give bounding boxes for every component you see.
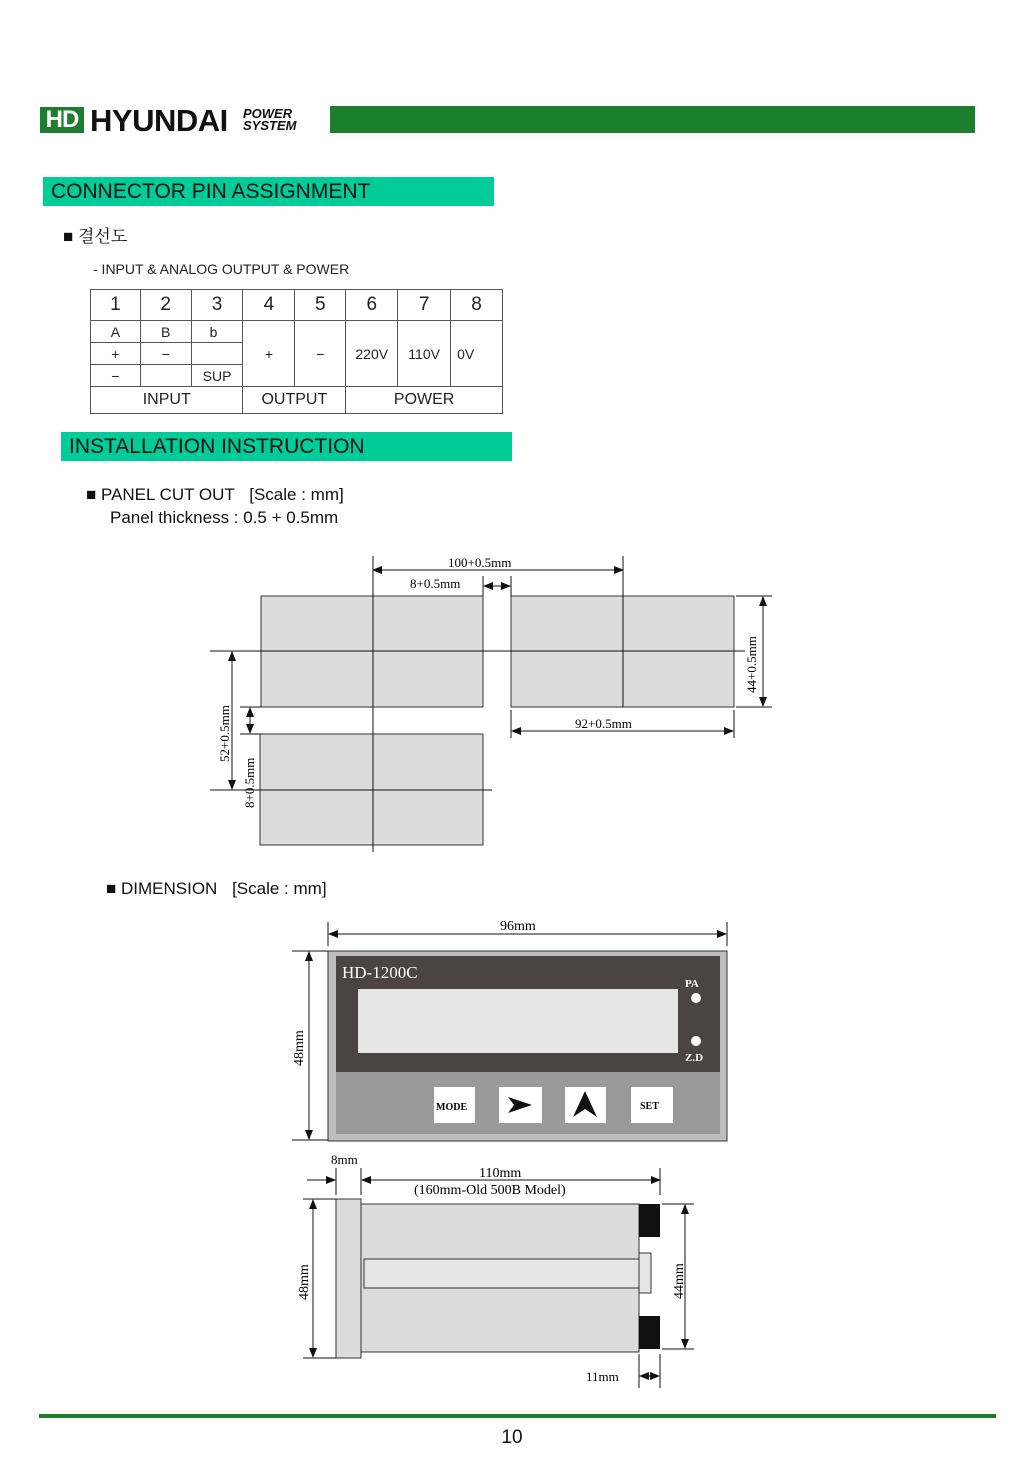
dimension-heading (106, 879, 327, 899)
group-power: POWER (346, 387, 503, 414)
zd-label: Z.D (685, 1052, 704, 1064)
dimension-scale: [Scale : mm] (232, 879, 327, 898)
pin-cell: − (91, 365, 141, 387)
zd-led-icon (691, 1036, 701, 1046)
side-depth-label: 110mm (479, 1166, 522, 1181)
pin-number-row (91, 290, 503, 321)
lcd-screen (358, 989, 678, 1053)
pin-number: 5 (295, 290, 346, 321)
output-minus-cell: − (295, 321, 346, 387)
pin-cell: B (140, 321, 191, 343)
pin-assignment-table (90, 289, 503, 414)
side-bezel (336, 1199, 361, 1358)
side-height-label: 48mm (297, 1264, 312, 1300)
front-height-label: 48mm (292, 1030, 307, 1066)
footer-line (39, 1414, 996, 1418)
side-depth-note: (160mm-Old 500B Model) (414, 1183, 566, 1198)
front-width-label: 96mm (500, 919, 536, 934)
pin-group-row (91, 387, 503, 414)
dim-gap-h: 8+0.5mm (410, 576, 461, 591)
panel-cut-heading (86, 485, 344, 505)
dimension-label: ■ DIMENSION (106, 879, 218, 898)
bezel-depth-label: 8mm (331, 1152, 358, 1167)
dim-pitch-v: 52+0.5mm (217, 705, 232, 762)
header-bar (330, 106, 975, 133)
power-110v-cell: 110V (398, 321, 451, 387)
pin-cell (191, 343, 243, 365)
dim-width: 92+0.5mm (575, 716, 632, 731)
dim-pitch-h: 100+0.5mm (448, 555, 512, 570)
mode-button-label: MODE (436, 1102, 468, 1113)
pin-number: 3 (191, 290, 243, 321)
power-0v-cell: 0V (451, 321, 503, 387)
pin-cell: b (191, 321, 243, 343)
set-button-label: SET (640, 1101, 659, 1112)
panel-cut-scale: [Scale : mm] (249, 485, 344, 504)
installation-section-title: INSTALLATION INSTRUCTION (61, 432, 512, 461)
pin-cell: SUP (191, 365, 243, 387)
pin-cell: − (140, 343, 191, 365)
pa-led-icon (691, 993, 701, 1003)
terminal-width-label: 11mm (586, 1369, 619, 1384)
dim-height: 44+0.5mm (744, 636, 759, 693)
pin-number: 1 (91, 290, 141, 321)
panel-cut-label: ■ PANEL CUT OUT (86, 485, 235, 504)
output-plus-cell: + (243, 321, 295, 387)
logo-name: HYUNDAI (90, 103, 228, 138)
connector-subtitle: - INPUT & ANALOG OUTPUT & POWER (93, 261, 350, 277)
pin-cell (140, 365, 191, 387)
pa-label: PA (685, 978, 699, 990)
group-output: OUTPUT (243, 387, 346, 414)
pin-number: 6 (346, 290, 398, 321)
body-height-label: 44mm (672, 1263, 687, 1299)
side-connector (639, 1253, 651, 1293)
dimension-drawing (0, 910, 1024, 1400)
connector-bullet-label: ■ 결선도 (63, 227, 128, 246)
pin-number: 7 (398, 290, 451, 321)
dim-gap-v: 8+0.5mm (242, 757, 257, 808)
terminal-block-bottom (639, 1316, 660, 1349)
panel-thickness: Panel thickness : 0.5 + 0.5mm (110, 508, 339, 527)
pin-number: 4 (243, 290, 295, 321)
group-input: INPUT (91, 387, 243, 414)
page-number: 10 (501, 1427, 523, 1448)
connector-section-title: CONNECTOR PIN ASSIGNMENT (43, 177, 494, 206)
pin-number: 2 (140, 290, 191, 321)
logo-hd-mark: HD (40, 107, 84, 133)
pin-cell: A (91, 321, 141, 343)
side-slot (364, 1259, 639, 1288)
terminal-block-top (639, 1204, 660, 1237)
power-220v-cell: 220V (346, 321, 398, 387)
logo-sub-power: POWER (243, 106, 293, 121)
pin-row-1 (91, 321, 503, 343)
pin-cell: + (91, 343, 141, 365)
panel-cut-drawing (0, 540, 1024, 860)
pin-number: 8 (451, 290, 503, 321)
logo-subtitle (243, 108, 296, 132)
model-label: HD-1200C (342, 963, 418, 982)
logo-sub-system: SYSTEM (243, 118, 297, 133)
